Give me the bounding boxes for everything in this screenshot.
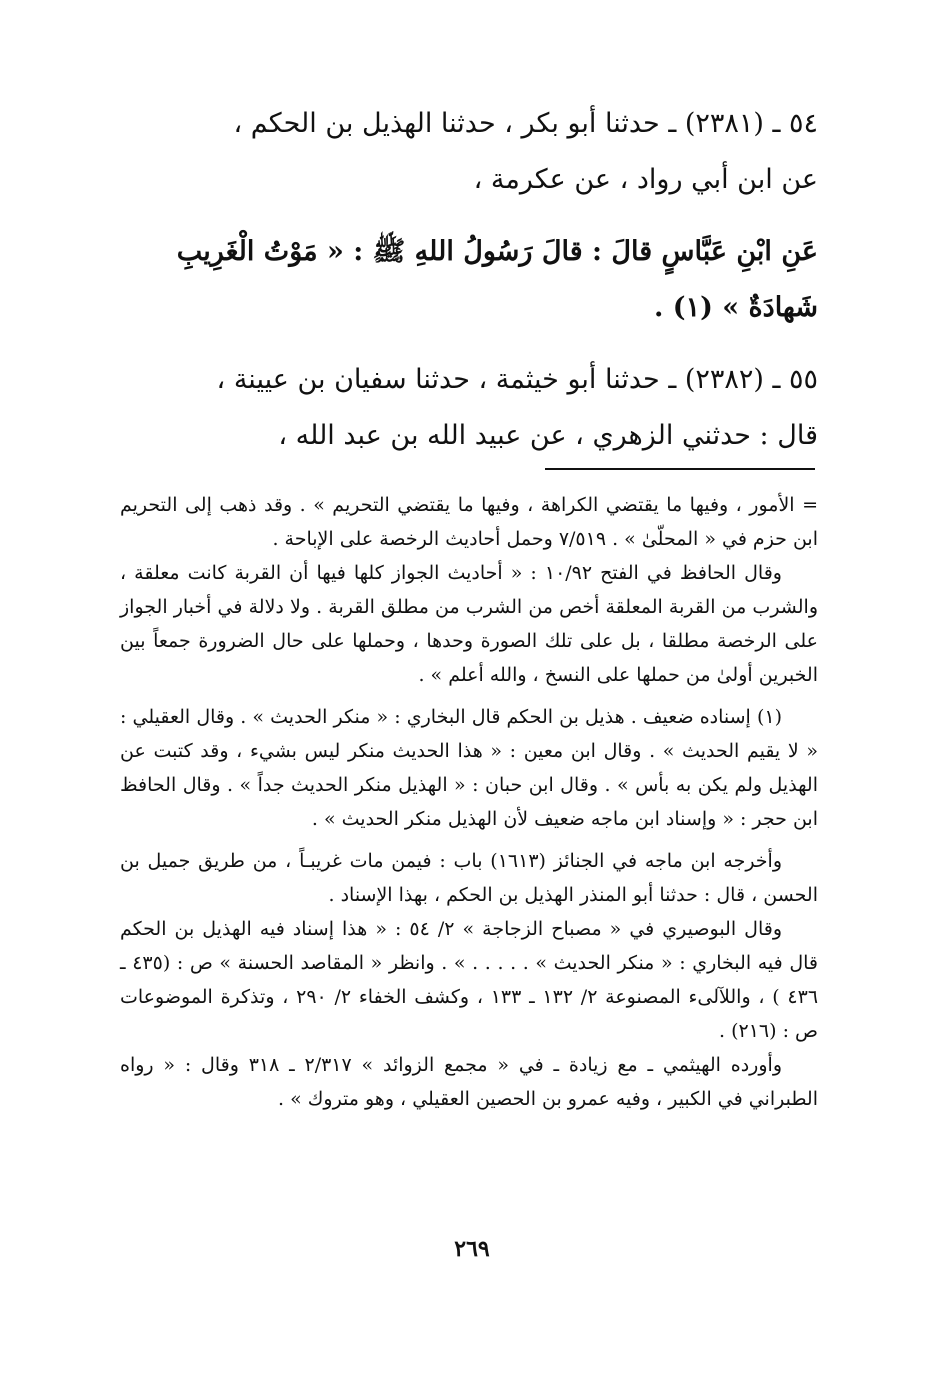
page-number: ٢٦٩ (454, 1236, 490, 1262)
footnote-1-paragraph-1: (١) إسناده ضعيف . هذيل بن الحكم قال البخاري : « منكر الحديث » . وقال العقيلي : « لا يقيم الحديث » . وقال ابن معين : « هذا الحديث منكر ليس بشيء ، وقد كتبت عن الهذيل ولم يكن به بأس » . وقال ابن حبان : « الهذيل منكر الحديث جداً » . وقال الحافظ ابن حجر : « وإسناد ابن ماجه ضعيف لأن الهذيل منكر الحديث » . (120, 706, 818, 830)
footnotes (120, 488, 818, 1116)
footnote-1-paragraph-3: وقال البوصيري في « مصباح الزجاجة » ٢/ ٥٤ : « هذا إسناد فيه الهذيل بن الحكم قال فيه البخاري : « منكر الحديث » . . . . . » . وانظر « المقاصد الحسنة » ص : (٤٣٥ ـ ٤٣٦ ) ، واللآلىء المصنوعة ٢/ ١٣٢ ـ ١٣٣ ، وكشف الخفاء ٢/ ٢٩٠ ، وتذكرة الموضوعات ص : (٢١٦) . (120, 918, 819, 1042)
hadith-54-isnad-line-1: ٥٤ ـ (٢٣٨١) ـ حدثنا أبو بكر ، حدثنا الهذيل بن الحكم ، (233, 108, 818, 139)
hadith-55-isnad-line-2: قال : حدثني الزهري ، عن عبيد الله بن عبد الله ، (278, 420, 818, 451)
main-text (118, 96, 818, 464)
footnote-1-paragraph-2: وأخرجه ابن ماجه في الجنائز (١٦١٣) باب : فيمن مات غريبـاً ، من طريق جميل بن الحسن ، قال : حدثنا أبو المنذر الهذيل بن الحكم ، بهذا الإسناد . (120, 850, 818, 906)
hadith-55-isnad-line-1: ٥٥ ـ (٢٣٨٢) ـ حدثنا أبو خيثمة ، حدثنا سفيان بن عيينة ، (216, 364, 818, 395)
spacer (118, 208, 818, 224)
footnote-separator (545, 468, 815, 470)
hadith-54-matn-line-1: عَنِ ابْنِ عَبَّاسٍ قالَ : قالَ رَسُولُ اللهِ ﷺ : « مَوْتُ الْغَرِيبِ (176, 236, 818, 267)
hadith-54-isnad-line-2: عن ابن أبي رواد ، عن عكرمة ، (473, 164, 818, 195)
footnote-continuation-2: وقال الحافظ في الفتح ١٠/٩٢ : « أحاديث الجواز كلها فيها أن القربة كانت معلقة ، والشرب من القربة المعلقة أخص من الشرب من مطلق القربة . ولا دلالة في أخبار الجواز على الرخصة مطلقا ، بل على تلك الصورة وحدها ، وحملها على حال الضرورة جمعاً بين الخبرين أولىٰ من حملها على النسخ ، والله أعلم » . (120, 562, 818, 686)
footnote-continuation-1: = الأمور ، وفيها ما يقتضي الكراهة ، وفيها ما يقتضي التحريم » . وقد ذهب إلى التحريم ابن حزم في « المحلّىٰ » . ٧/٥١٩ وحمل أحاديث الرخصة على الإباحة . (120, 494, 818, 550)
hadith-54-matn-line-2: شَهادَةٌ » (١) . (653, 292, 818, 323)
spacer (118, 336, 818, 352)
footnote-1-paragraph-4: وأورده الهيثمي ـ مع زيادة ـ في « مجمع الزوائد » ٢/٣١٧ ـ ٣١٨ وقال : « رواه الطبراني في الكبير ، وفيه عمرو بن الحصين العقيلي ، وهو متروك » . (120, 1054, 818, 1110)
